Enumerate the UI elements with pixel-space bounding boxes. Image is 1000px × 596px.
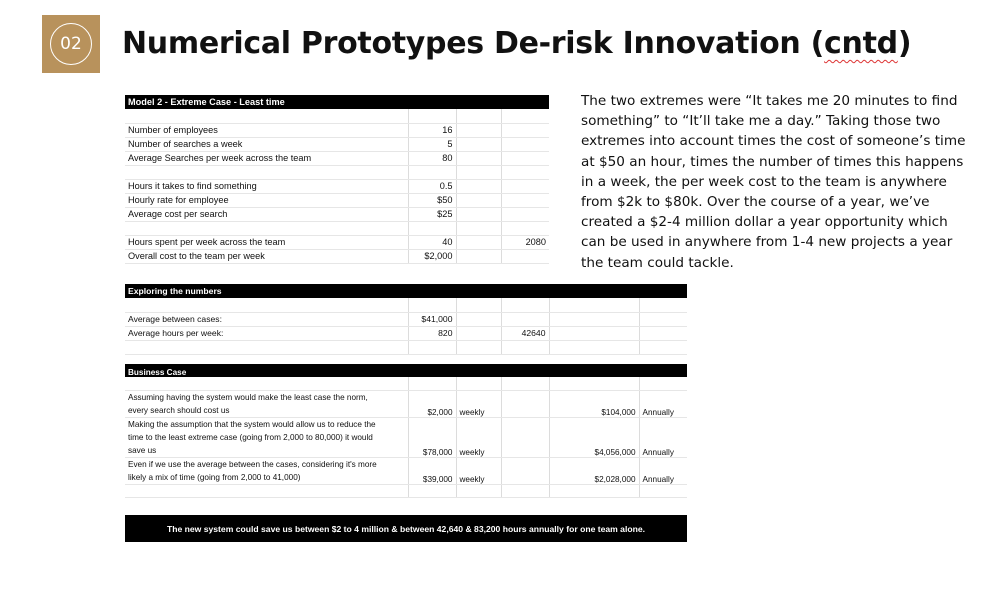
business-row-description bbox=[125, 457, 408, 484]
table-row bbox=[125, 390, 687, 417]
model2-header-label: Model 2 - Extreme Case - Least time bbox=[125, 95, 549, 109]
table-row bbox=[125, 457, 687, 484]
row-value: 820 bbox=[408, 326, 456, 340]
table-row bbox=[125, 109, 549, 123]
row-value: $2,000 bbox=[408, 249, 456, 263]
weekly-amount: $39,000 bbox=[408, 457, 456, 484]
desc-line: save us bbox=[128, 445, 157, 455]
row-value: $50 bbox=[408, 193, 456, 207]
table-row bbox=[125, 179, 549, 193]
table-row bbox=[125, 326, 687, 340]
row-label: Number of searches a week bbox=[125, 137, 408, 151]
title-cntd: cntd bbox=[824, 26, 898, 61]
desc-line: Even if we use the average between the cases, considering it's more bbox=[128, 459, 377, 469]
business-row-description bbox=[125, 417, 408, 457]
table-row bbox=[125, 207, 549, 221]
row-extra-value: 42640 bbox=[501, 326, 549, 340]
table-row bbox=[125, 249, 549, 263]
period-label: weekly bbox=[456, 390, 501, 417]
explore-header-label: Exploring the numbers bbox=[125, 284, 687, 298]
table-row bbox=[125, 377, 687, 390]
row-label: Number of employees bbox=[125, 123, 408, 137]
row-value: 16 bbox=[408, 123, 456, 137]
row-extra-value: 2080 bbox=[501, 235, 549, 249]
table-row bbox=[125, 151, 549, 165]
table-row bbox=[125, 123, 549, 137]
annual-label: Annually bbox=[639, 417, 687, 457]
section-number: 02 bbox=[50, 23, 92, 65]
table-row bbox=[125, 221, 549, 235]
business-row-description bbox=[125, 390, 408, 417]
desc-line: time to the least extreme case (going from 2,000 to 80,000) it would bbox=[128, 432, 373, 442]
explore-table bbox=[125, 284, 687, 355]
table-row bbox=[125, 165, 549, 179]
summary-banner: The new system could save us between $2 to 4 million & between 42,640 & 83,200 hours annually for one team alone. bbox=[125, 515, 687, 542]
table-row bbox=[125, 193, 549, 207]
row-value: 5 bbox=[408, 137, 456, 151]
business-header bbox=[125, 364, 687, 377]
model2-header bbox=[125, 95, 549, 109]
row-value: $25 bbox=[408, 207, 456, 221]
row-label: Overall cost to the team per week bbox=[125, 249, 408, 263]
desc-line: Assuming having the system would make the least case the norm, bbox=[128, 392, 368, 402]
desc-line: likely a mix of time (going from 2,000 to 41,000) bbox=[128, 472, 301, 482]
annual-amount: $4,056,000 bbox=[549, 417, 639, 457]
desc-line: every search should cost us bbox=[128, 405, 230, 415]
annual-label: Annually bbox=[639, 457, 687, 484]
annual-amount: $104,000 bbox=[549, 390, 639, 417]
table-row bbox=[125, 484, 687, 497]
row-value: $41,000 bbox=[408, 312, 456, 326]
table-row bbox=[125, 235, 549, 249]
section-number-badge bbox=[42, 15, 100, 73]
desc-line: Making the assumption that the system would allow us to reduce the bbox=[128, 419, 376, 429]
title-end: ) bbox=[897, 26, 912, 61]
row-value: 0.5 bbox=[408, 179, 456, 193]
explanation-paragraph: The two extremes were “It takes me 20 minutes to find something” to “It’ll take me a day.” Taking those two extremes into account times the cost of someone’s time at $50 an hour, times the number of times this happens in a week, the per week cost to the team is anywhere from $2k to $80k. Over the course of a year, we’ve created a $2-4 million dollar a year opportunity which can be used in anywhere from 1-4 new projects a year the team could tackle. bbox=[581, 93, 966, 271]
page-title bbox=[122, 26, 911, 61]
row-label: Average cost per search bbox=[125, 207, 408, 221]
table-row bbox=[125, 298, 687, 312]
row-label: Hourly rate for employee bbox=[125, 193, 408, 207]
row-label: Average hours per week: bbox=[125, 326, 408, 340]
business-case-table bbox=[125, 364, 687, 498]
table-row bbox=[125, 340, 687, 354]
table-row bbox=[125, 137, 549, 151]
table-row bbox=[125, 417, 687, 457]
annual-label: Annually bbox=[639, 390, 687, 417]
row-label: Hours it takes to find something bbox=[125, 179, 408, 193]
title-main: Numerical Prototypes De-risk Innovation ( bbox=[122, 26, 825, 61]
row-value: 40 bbox=[408, 235, 456, 249]
table-row bbox=[125, 312, 687, 326]
period-label: weekly bbox=[456, 457, 501, 484]
business-header-label: Business Case bbox=[125, 364, 687, 377]
row-value: 80 bbox=[408, 151, 456, 165]
explore-header bbox=[125, 284, 687, 298]
row-label: Hours spent per week across the team bbox=[125, 235, 408, 249]
weekly-amount: $78,000 bbox=[408, 417, 456, 457]
weekly-amount: $2,000 bbox=[408, 390, 456, 417]
row-label: Average between cases: bbox=[125, 312, 408, 326]
annual-amount: $2,028,000 bbox=[549, 457, 639, 484]
model2-table bbox=[125, 95, 549, 264]
period-label: weekly bbox=[456, 417, 501, 457]
row-label: Average Searches per week across the team bbox=[125, 151, 408, 165]
